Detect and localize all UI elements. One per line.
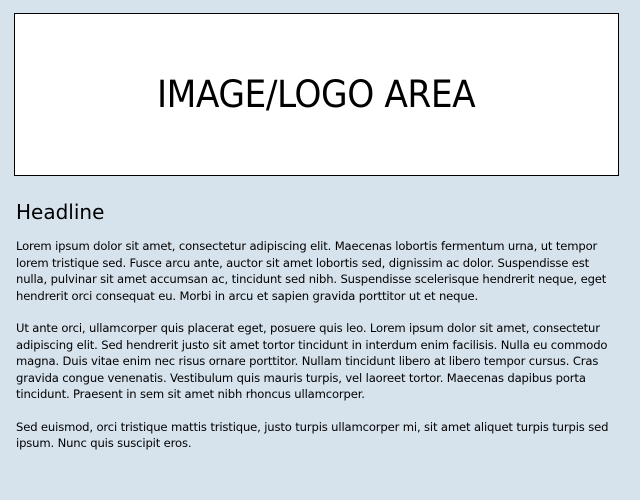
paragraph-3: Sed euismod, orci tristique mattis tristique, justo turpis ullamcorper mi, sit amet aliquet turpis turpis sed ipsum. Nunc quis suscipit eros.	[16, 419, 609, 450]
paragraph-1: Lorem ipsum dolor sit amet, consectetur adipiscing elit. Maecenas lobortis fermentum urna, ut tempor lorem tristique sed. Fusce arcu ante, auctor sit amet lobortis sed, dignissim ac dolor. Suspendisse est nulla, pulvinar sit amet accumsan ac, tincidunt sed nibh. Suspendisse scelerisque hendrerit neque, eget hendrerit orci consequat eu. Morbi in arcu et sapien gravida porttitor ut et neque.	[16, 239, 607, 303]
headline: Headline	[16, 200, 105, 224]
image-logo-area-label: IMAGE/LOGO AREA	[157, 73, 476, 116]
paragraph-2: Ut ante orci, ullamcorper quis placerat eget, posuere quis leo. Lorem ipsum dolor sit amet, consectetur adipiscing elit. Sed hendrerit justo sit amet tortor tincidunt in interdum enim facilisis. Nulla eu commodo magna. Duis vitae enim nec risus ornare porttitor. Nullam tincidunt libero at libero tempor cursus. Cras gravida congue venenatis. Vestibulum quis mauris turpis, vel laoreet tortor. Maecenas dapibus porta tincidunt. Praesent in sem sit amet nibh rhoncus ullamcorper.	[16, 321, 608, 401]
article	[16, 198, 622, 468]
image-logo-area	[14, 13, 619, 176]
